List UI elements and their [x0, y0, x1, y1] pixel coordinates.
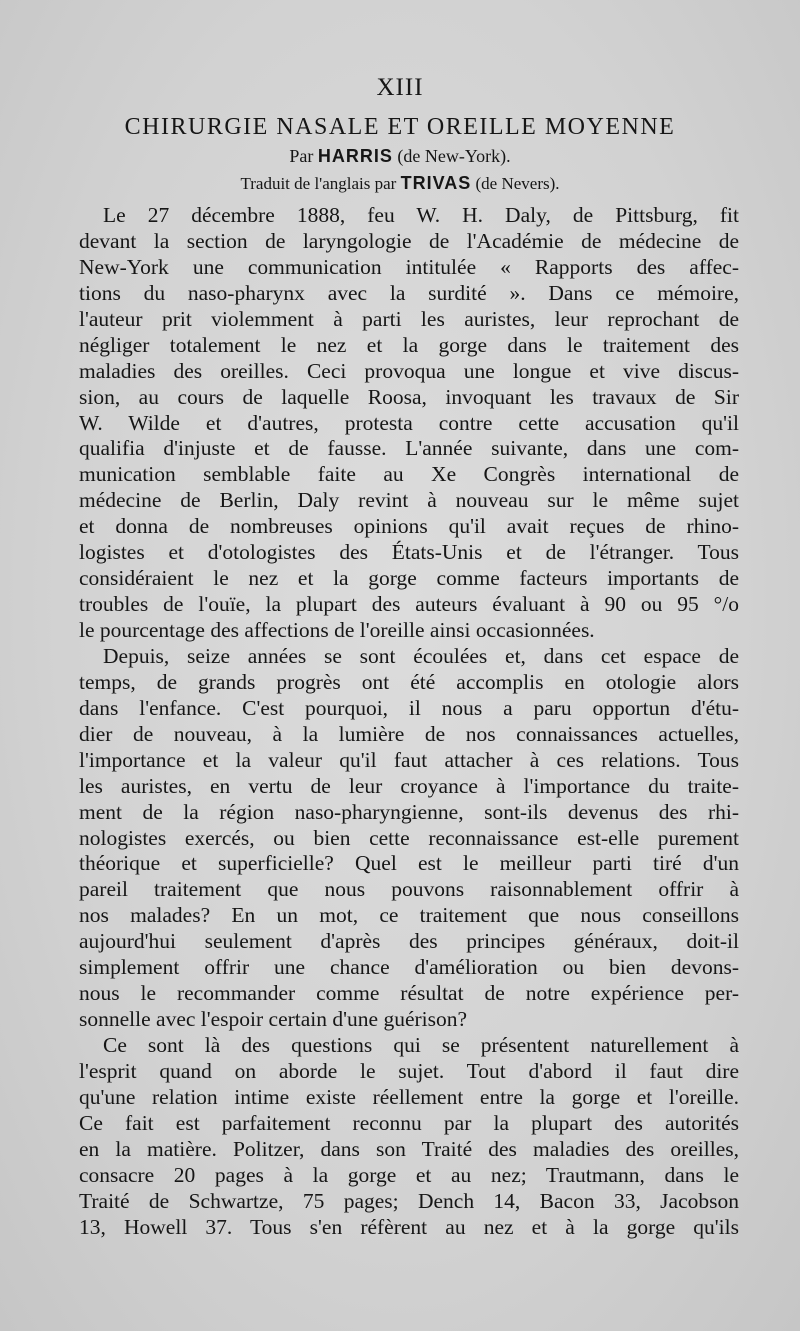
author-origin: (de New-York). — [397, 146, 511, 166]
text-line: médecine de Berlin, Daly revint à nouveau sur le même sujet — [79, 488, 739, 513]
text-line: devant la section de laryngologie de l'Académie de médecine de — [79, 228, 739, 253]
translator-name: TRIVAS — [400, 173, 472, 193]
text-line: l'esprit quand on aborde le sujet. Tout d'abord il faut dire — [79, 1058, 739, 1083]
text-line: dans l'enfance. C'est pourquoi, il nous a paru opportun d'étu- — [79, 695, 739, 720]
text-line: Le 27 décembre 1888, feu W. H. Daly, de Pittsburg, fit — [103, 203, 739, 227]
text-line: l'auteur prit violemment à parti les auristes, leur reprochant de — [79, 306, 739, 331]
text-line: l'importance et la valeur qu'il faut attacher à ces relations. Tous — [79, 747, 739, 772]
text-line: en la matière. Politzer, dans son Traité des maladies des oreilles, — [79, 1136, 739, 1161]
text-line: tions du naso-pharynx avec la surdité ». Dans ce mémoire, — [79, 280, 739, 305]
text-line: Depuis, seize années se sont écoulées et, dans cet espace de — [103, 643, 739, 668]
text-line: pareil traitement que nous pouvons raisonnablement offrir à — [79, 877, 739, 902]
text-line: Ce sont là des questions qui se présentent naturellement à — [103, 1033, 739, 1057]
author-name: HARRIS — [317, 146, 393, 166]
text-line: dier de nouveau, à la lumière de nos connaissances actuelles, — [79, 721, 739, 746]
text-line: le pourcentage des affections de l'oreille ainsi occasionnées. — [79, 618, 595, 642]
text-line: maladies des oreilles. Ceci provoqua une longue et vive discus- — [79, 358, 739, 383]
text-line: Traité de Schwartze, 75 pages; Dench 14, Bacon 33, Jacobson — [79, 1188, 739, 1213]
text-line: qualifia d'injuste et de fausse. L'année suivante, dans une com- — [79, 436, 739, 461]
text-line: ment de la région naso-pharyngienne, sont-ils devenus des rhi- — [79, 799, 739, 824]
text-line: nologistes exercés, ou bien cette reconnaissance est-elle purement — [79, 825, 739, 850]
text-line: les auristes, en vertu de leur croyance à l'importance du traite- — [79, 773, 739, 798]
translator-origin: (de Nevers). — [475, 174, 560, 193]
byline-prefix: Par — [289, 146, 314, 166]
text-line: nous le recommander comme résultat de notre expérience per- — [79, 981, 739, 1006]
chapter-title: CHIRURGIE NASALE ET OREILLE MOYENNE — [124, 114, 676, 140]
author-byline — [0, 146, 800, 167]
text-line: 13, Howell 37. Tous s'en réfèrent au nez et à la gorge qu'ils — [79, 1214, 739, 1239]
text-line: temps, de grands progrès ont été accomplis en otologie alors — [79, 669, 739, 694]
text-line: simplement offrir une chance d'amélioration ou bien devons- — [79, 955, 739, 980]
text-line: New-York une communication intitulée « Rapports des affec- — [79, 254, 739, 279]
text-line: aujourd'hui seulement d'après des principes généraux, doit-il — [79, 929, 739, 954]
text-line: qu'une relation intime existe réellement entre la gorge et l'oreille. — [79, 1084, 739, 1109]
translator-line — [0, 173, 800, 194]
text-line: sonnelle avec l'espoir certain d'une guérison? — [79, 1007, 468, 1032]
text-line: considéraient le nez et la gorge comme facteurs importants de — [79, 566, 739, 591]
text-line: munication semblable faite au Xe Congrès international de — [79, 462, 739, 487]
text-line: troubles de l'ouïe, la plupart des auteurs évaluant à 90 ou 95 °/o — [79, 592, 739, 617]
text-line: W. Wilde et d'autres, protesta contre cette accusation qu'il — [79, 410, 739, 435]
text-line: consacre 20 pages à la gorge et au nez; Trautmann, dans le — [79, 1162, 739, 1187]
translator-prefix: Traduit de l'anglais par — [240, 174, 397, 193]
text-line: Ce fait est parfaitement reconnu par la plupart des autorités — [79, 1110, 739, 1135]
chapter-number: XIII — [376, 74, 424, 101]
body-text — [79, 203, 739, 1241]
text-line: négliger totalement le nez et la gorge dans le traitement des — [79, 332, 739, 357]
text-line: et donna de nombreuses opinions qu'il avait reçues de rhino- — [79, 514, 739, 539]
text-line: théorique et superficielle? Quel est le meilleur parti tiré d'un — [79, 851, 739, 876]
text-line: sion, au cours de laquelle Roosa, invoquant les travaux de Sir — [79, 384, 739, 409]
text-line: logistes et d'otologistes des États-Unis et de l'étranger. Tous — [79, 540, 739, 565]
text-line: nos malades? En un mot, ce traitement que nous conseillons — [79, 903, 739, 928]
